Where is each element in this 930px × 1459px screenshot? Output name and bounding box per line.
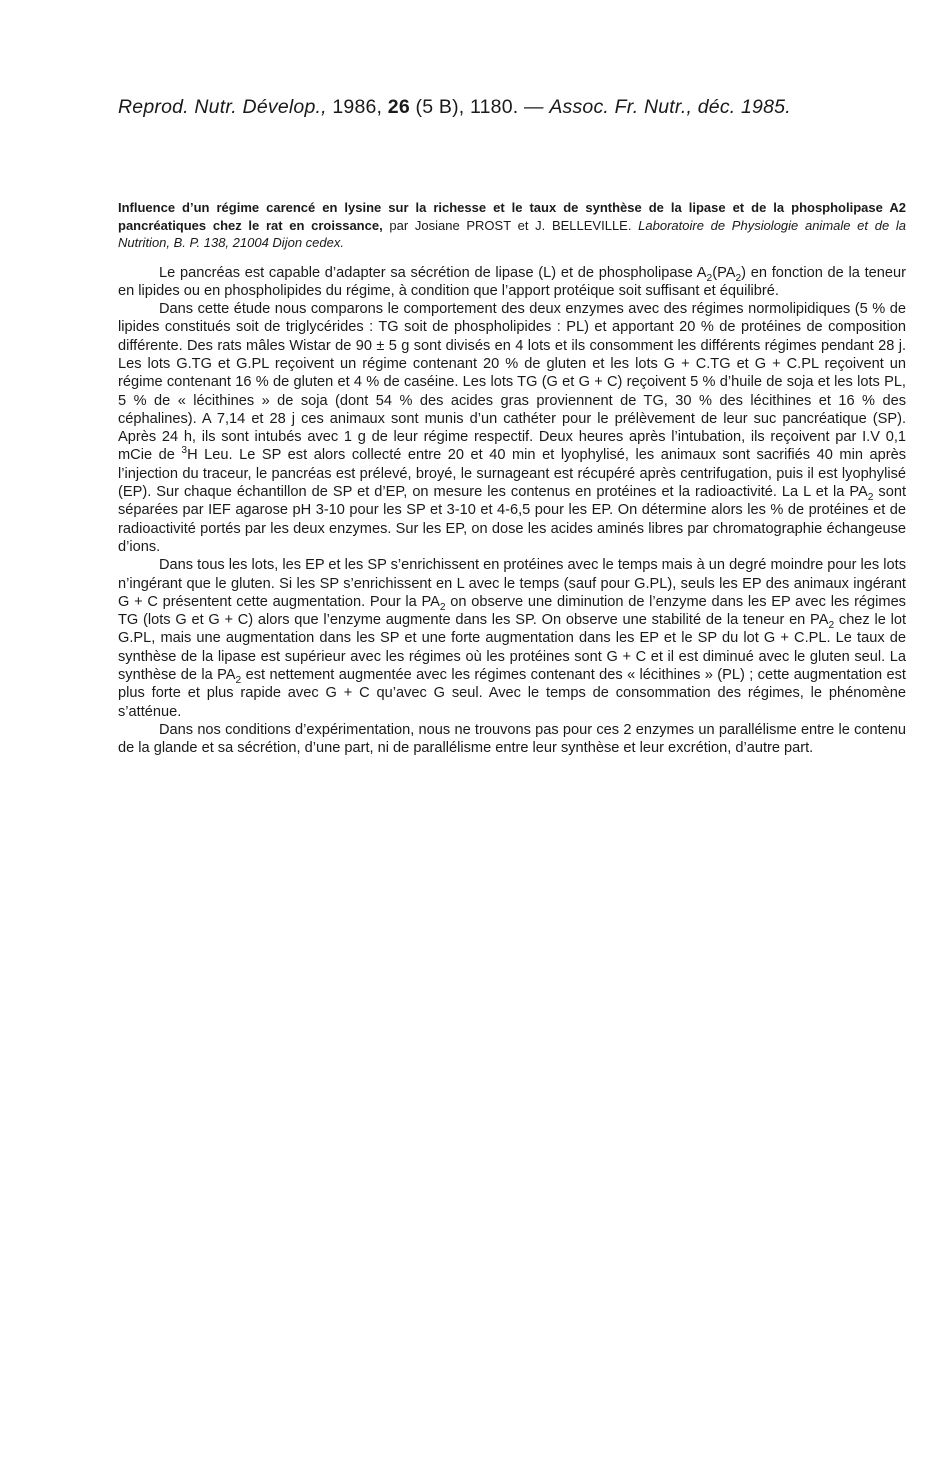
article-title: Influence d’un régime carencé en lysine sur la richesse et le taux de synthèse de la lipase et de la phospholipase A2 pancréatiques chez le rat en croissance, [118,200,906,233]
article-body [118,264,906,758]
article-heading [118,199,906,252]
paragraph-1: Le pancréas est capable d’adapter sa sécrétion de lipase (L) et de phospholipase $A_2(PA_2)$ en fonction de la teneur en lipides ou en phospholipides du régime, à condition que l’apport protéique soit suffisant et équilibré. [118,264,906,299]
society-note: Assoc. Fr. Nutr., déc. 1985. [549,96,791,118]
article-affiliation: Laboratoire de Physiologie animale et de la Nutrition, B. P. 138, 21004 Dijon cedex. [118,217,906,250]
running-header [118,96,878,119]
journal-issue: (5 B), [415,96,465,118]
journal-name: Reprod. Nutr. Dévelop., [118,96,327,118]
paragraph-3: Dans tous les lots, les EP et les SP s’enrichissent en protéines avec le temps mais à un degré moindre pour les lots n’ingérant que le gluten. Si les SP s’enrichissent en L avec le temps (sauf pour G.PL), seuls les EP des animaux ingérant G + C présentent cette augmentation. Pour la $PA_2$ on observe une diminution de l’enzyme dans les EP avec les régimes TG (lots G et G + C) alors que l’enzyme augmente dans les SP. On observe une stabilité de la teneur en $PA_2$ chez le lot G.PL, mais une augmentation dans les SP et une forte augmentation dans les EP et le SP du lot G + C.PL. Le taux de synthèse de la lipase est supérieur avec les régimes où les protéines sont G + C et il est diminué avec le gluten seul. La synthèse de la $PA_2$ est nettement augmentée avec les régimes contenant des « lécithines » (PL) ; cette augmentation est plus forte et plus rapide avec G + C qu’avec G seul. Avec le temps de consommation des régimes, le phénomène s’atténue. [118,557,907,720]
paragraph-4: Dans nos conditions d’expérimentation, nous ne trouvons pas pour ces 2 enzymes un parallélisme entre le contenu de la glande et sa sécrétion, d’une part, ni de parallélisme entre leur synthèse et leur excrétion, d’autre part. [118,721,906,757]
journal-volume: 26 [387,96,410,118]
paragraph-2: Dans cette étude nous comparons le comportement des deux enzymes avec des régimes normolipidiques (5 % de lipides constitués soit de triglycérides : TG soit de phospholipides : PL) et apportant 20 % de protéines de composition différente. Des rats mâles Wistar de 90 ± 5 g sont divisés en 4 lots et ils consomment les différents régimes pendant 28 j. Les lots G.TG et G.PL reçoivent un régime contenant 20 % de gluten et les lots G + C.TG et G + C.PL reçoivent un régime contenant 16 % de gluten et 4 % de caséine. Les lots TG (G et G + C) reçoivent 5 % d’huile de soja et les lots PL, 5 % de « lécithines » de soja (dont 54 % des acides gras proviennent de TG, 30 % des lécithines et 16 % des céphalines). A 7,14 et 28 j ces animaux sont munis d’un cathéter pour le prélèvement de leur suc pancréatique (SP). Après 24 h, ils sont intubés avec 1 g de leur régime respectif. Deux heures après l’intubation, ils reçoivent par I.V 0,1 mCie de $^3$H Leu. Le SP est alors collecté entre 20 et 40 min et lyophylisé, les animaux sont sacrifiés 40 min après l’injection du traceur, le pancréas est prélevé, broyé, le surnageant est récupéré après centrifugation, puis il est lyophylisé (EP). Sur chaque échantillon de SP et d’EP, on mesure les contenus en protéines et la radioactivité. La L et la $PA_2$ sont séparées par IEF agarose pH 3-10 pour les SP et 3-10 et 4-6,5 pour les EP. On détermine alors les % de protéines et de radioactivité portés par les deux enzymes. Sur les EP, on dose les acides aminés libres par chromatographie échangeuse d’ions. [118,301,907,555]
article-authors: par Josiane PROST et J. BELLEVILLE. [389,217,632,233]
journal-year: 1986, [332,96,383,118]
article [118,199,906,758]
journal-page: 1180. — [470,96,544,118]
